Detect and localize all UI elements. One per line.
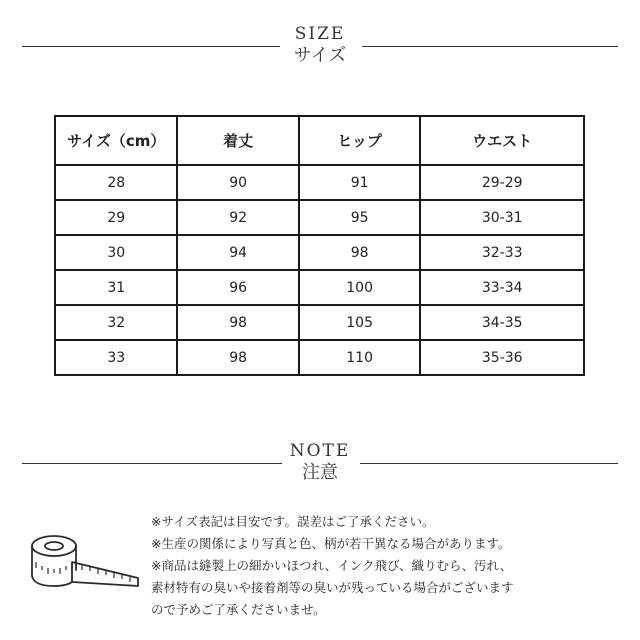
cell-hip: 91 [299,165,420,200]
note-title-jp: 注意 [302,462,338,483]
cell-size: 32 [55,305,177,340]
table-row [55,340,584,375]
header-length: 着丈 [177,116,298,165]
cell-hip: 110 [299,340,420,375]
cell-waist: 32-33 [420,235,584,270]
header-hip: ヒップ [299,116,420,165]
cell-size: 31 [55,270,177,305]
cell-size: 29 [55,200,177,235]
note-line: ※商品は縫製上の細かいほつれ、インク飛び、織りむら、汚れ、 [151,558,513,573]
cell-waist: 35-36 [420,340,584,375]
cell-waist: 29-29 [420,165,584,200]
table-row [55,165,584,200]
cell-waist: 33-34 [420,270,584,305]
header-waist: ウエスト [420,116,584,165]
size-rule-left [22,46,280,47]
note-text [151,511,621,621]
note-line: ※サイズ表記は目安です。誤差はご了承ください。 [151,514,435,529]
table-row [55,200,584,235]
header-size: サイズ（cm） [55,116,177,165]
cell-size: 28 [55,165,177,200]
table-row [55,235,584,270]
cell-size: 30 [55,235,177,270]
cell-length: 98 [177,340,298,375]
note-line: ※生産の関係により写真と色、柄が若干異なる場合があります。 [151,536,511,551]
size-title-en: SIZE [294,24,346,44]
note-line: 素材特有の臭いや接着剤等の臭いが残っている場合がございます [151,580,514,595]
table-row [55,270,584,305]
cell-length: 90 [177,165,298,200]
cell-length: 94 [177,235,298,270]
table-row [55,305,584,340]
cell-length: 96 [177,270,298,305]
cell-hip: 98 [299,235,420,270]
table-header-row [55,116,584,165]
cell-hip: 95 [299,200,420,235]
note-line: ので予めご了承くださいませ。 [151,602,326,617]
size-table [54,115,585,376]
note-rule-left [22,463,282,464]
size-title-jp: サイズ [293,45,347,66]
cell-hip: 100 [299,270,420,305]
cell-size: 33 [55,340,177,375]
cell-hip: 105 [299,305,420,340]
cell-length: 98 [177,305,298,340]
cell-length: 92 [177,200,298,235]
cell-waist: 34-35 [420,305,584,340]
measuring-tape-icon [20,520,145,600]
cell-waist: 30-31 [420,200,584,235]
note-rule-right [360,463,618,464]
size-rule-right [362,46,618,47]
note-title-en: NOTE [289,441,351,461]
